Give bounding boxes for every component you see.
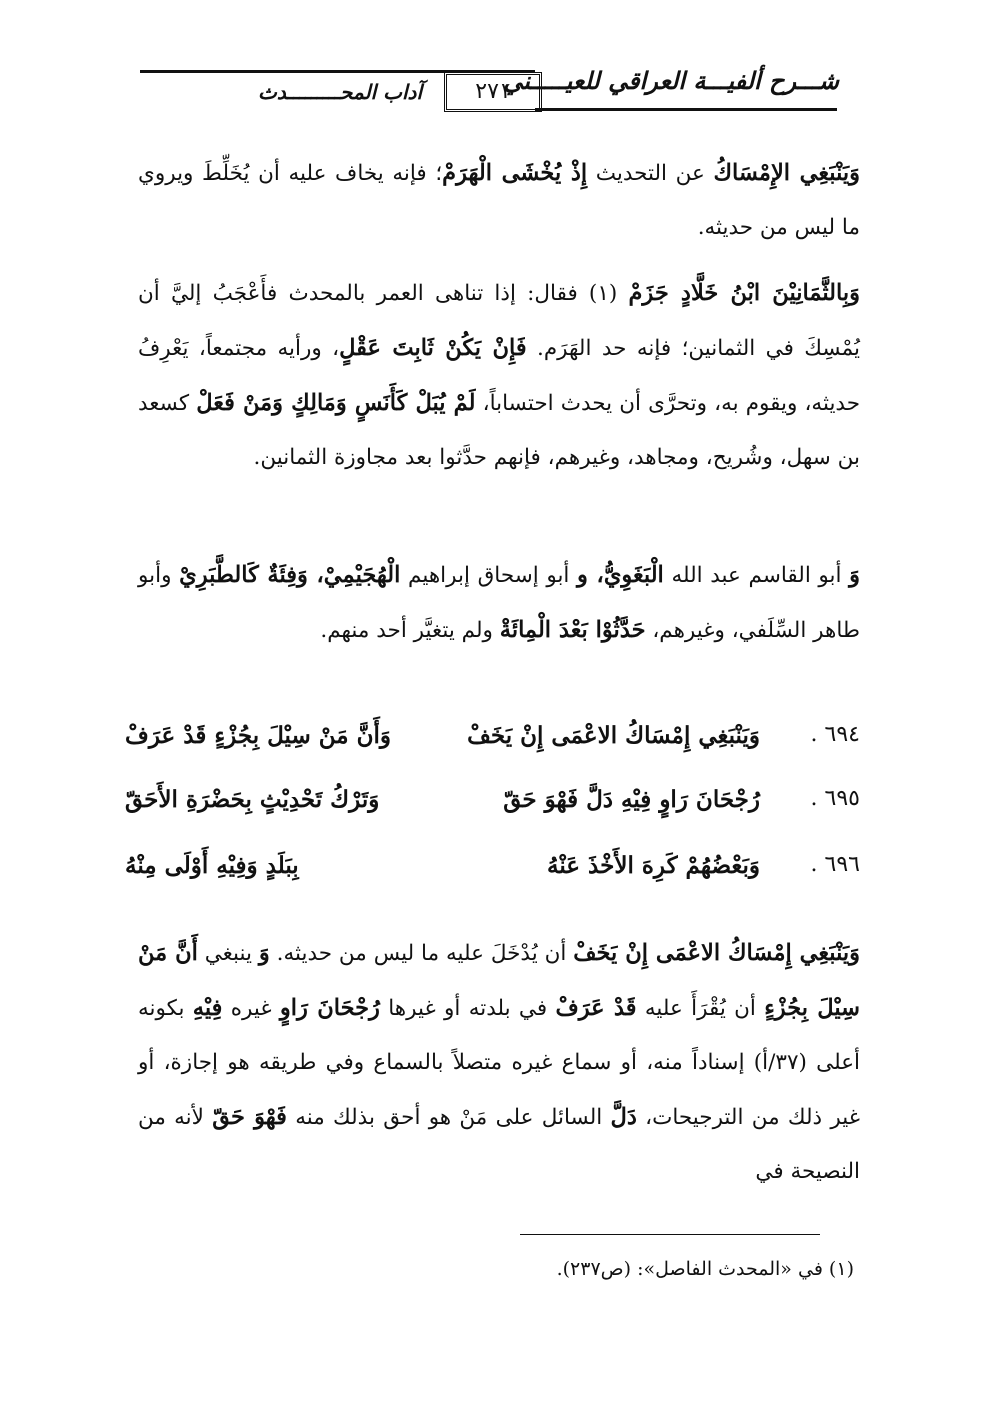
chapter-title: آداب المحـــــــــدث <box>258 80 422 104</box>
matn-text: قَدْ عَرَفْ <box>555 995 637 1021</box>
footnote: (١) في «المحدث الفاصل»: (ص٢٣٧). <box>556 1258 854 1280</box>
verse-line <box>125 852 860 902</box>
matn-text: فِيْهِ <box>192 995 223 1021</box>
matn-text: فَهْوَ حَقّ <box>212 1104 287 1130</box>
commentary-text: ؛ فإنه يخاف عليه أن يُخَلِّطَ ويروي ما ليس من حديثه. <box>138 161 860 240</box>
commentary-text: (١) فقال: إذا تناهى العمر بالمحدث فأَعْجَبُ إليَّ أن يُمْسِكَ في الثمانين؛ فإنه حد الهَرَم. <box>138 281 860 361</box>
matn-text: أَنَّ مَنْ سِيْلَ بِجُزْءٍ <box>138 940 860 1021</box>
matn-text: الْهُجَيْمِيْ، وَفِئَةٌ كَالطَّبَرِيْ <box>179 562 401 588</box>
matn-text: وَبِالثَّمَانِيْنَ ابْنُ خَلَّادٍ جَزَمْ <box>628 280 860 306</box>
verse-line <box>125 722 860 772</box>
verse-first-hemistich: وَيَنْبَغِي إِمْسَاكُ الاعْمَى إِنْ يَخَفْ <box>467 722 760 749</box>
verse-first-hemistich: رُجْحَانَ رَاوٍ فِيْهِ دَلَّ فَهْوَ حَقّ <box>503 786 760 813</box>
matn-text: وَيَنْبَغِي الإِمْسَاكُ <box>713 160 860 186</box>
commentary-text: أبو إسحاق إبراهيم <box>400 563 578 588</box>
matn-text: رُجْحَانَ رَاوٍ <box>279 995 380 1021</box>
commentary-text: ولم يتغيَّر أحد منهم. <box>320 618 500 643</box>
commentary-text: أن يُقْرَأَ عليه <box>636 996 765 1021</box>
matn-text: وَيَنْبَغِي إِمْسَاكُ الاعْمَى إِنْ يَخَفْ <box>573 940 860 966</box>
matn-text: الْبَغَوِيُّ، و <box>577 562 664 588</box>
matn-text: حَدَّثُوْا بَعْدَ الْمِائَةْ <box>499 617 646 643</box>
footnote-rule <box>520 1234 820 1235</box>
book-title: شـــرح ألفيـــة العراقي للعيـــــني <box>503 66 839 95</box>
commentary-text: كسعد بن سهل، وشُريح، ومجاهد، وغيرهم، فإنهم حدَّثوا بعد مجاوزة الثمانين. <box>138 391 860 470</box>
matn-text: دَلَّ <box>610 1104 637 1130</box>
paragraph <box>138 146 860 255</box>
commentary-text: السائل على مَنْ هو أحق بذلك منه <box>286 1105 611 1130</box>
paragraph <box>138 548 860 658</box>
verse-second-hemistich: بِبَلَدٍ وَفِيْهِ أَوْلَى مِنْهُ <box>125 852 299 879</box>
verse-second-hemistich: وَأَنَّ مَنْ سِيْلَ بِجُزْءٍ قَدْ عَرَفْ <box>125 722 391 749</box>
verse-number: ٦٩٦ . <box>810 852 860 877</box>
verse-line <box>125 786 860 836</box>
matn-text: فَإِنْ يَكُنْ ثَابِتَ عَقْلٍ <box>339 335 527 361</box>
matn-text: إِذْ يُخْشَى الْهَرَمْ <box>442 160 588 186</box>
commentary-text: ، ورأيه مجتمعاً، يَعْرِفُ حديثه، ويقوم به، وتحرَّى أن يحدث احتساباً، <box>138 336 860 416</box>
commentary-text: وأبو طاهر السِّلَفي، وغيرهم، <box>138 563 860 643</box>
matn-text: وَ <box>258 940 270 966</box>
verse-number: ٦٩٤ . <box>810 722 860 747</box>
commentary-text: ينبغي <box>197 941 259 966</box>
matn-text: وَ <box>849 562 861 588</box>
header-rule-bottom <box>535 108 837 111</box>
commentary-text: أن يُدْخَلَ عليه ما ليس من حديثه. <box>269 941 574 966</box>
verse-number: ٦٩٥ . <box>810 786 860 811</box>
commentary-text: عن التحديث <box>587 161 714 186</box>
commentary-text: أبو القاسم عبد الله <box>663 563 850 588</box>
paragraph <box>138 926 860 1199</box>
commentary-text: لأنه من النصيحة في <box>138 1105 860 1184</box>
verse-first-hemistich: وَبَعْضُهُمْ كَرِهَ الأَخْذَ عَنْهُ <box>547 852 760 879</box>
verse-second-hemistich: وَتَرْكُ تَحْدِيْثٍ بِحَضْرَةِ الأَحَقّ <box>125 786 380 813</box>
matn-text: لَمْ يُبَلْ كَأَنَسٍ وَمَالِكٍ وَمَنْ فَعَلْ <box>196 390 476 416</box>
commentary-text: بكونه أعلى (٣٧/أ) إسناداً منه، أو سماع غيره متصلاً بالسماع وفي طريقه هو إجازة، أو غير ذلك من الترجيحات، <box>138 996 860 1130</box>
paragraph <box>138 266 860 485</box>
commentary-text: غيره <box>222 996 280 1021</box>
commentary-text: في بلدته أو غيرها <box>379 996 556 1021</box>
page-number: ٢٧١ <box>444 72 542 112</box>
